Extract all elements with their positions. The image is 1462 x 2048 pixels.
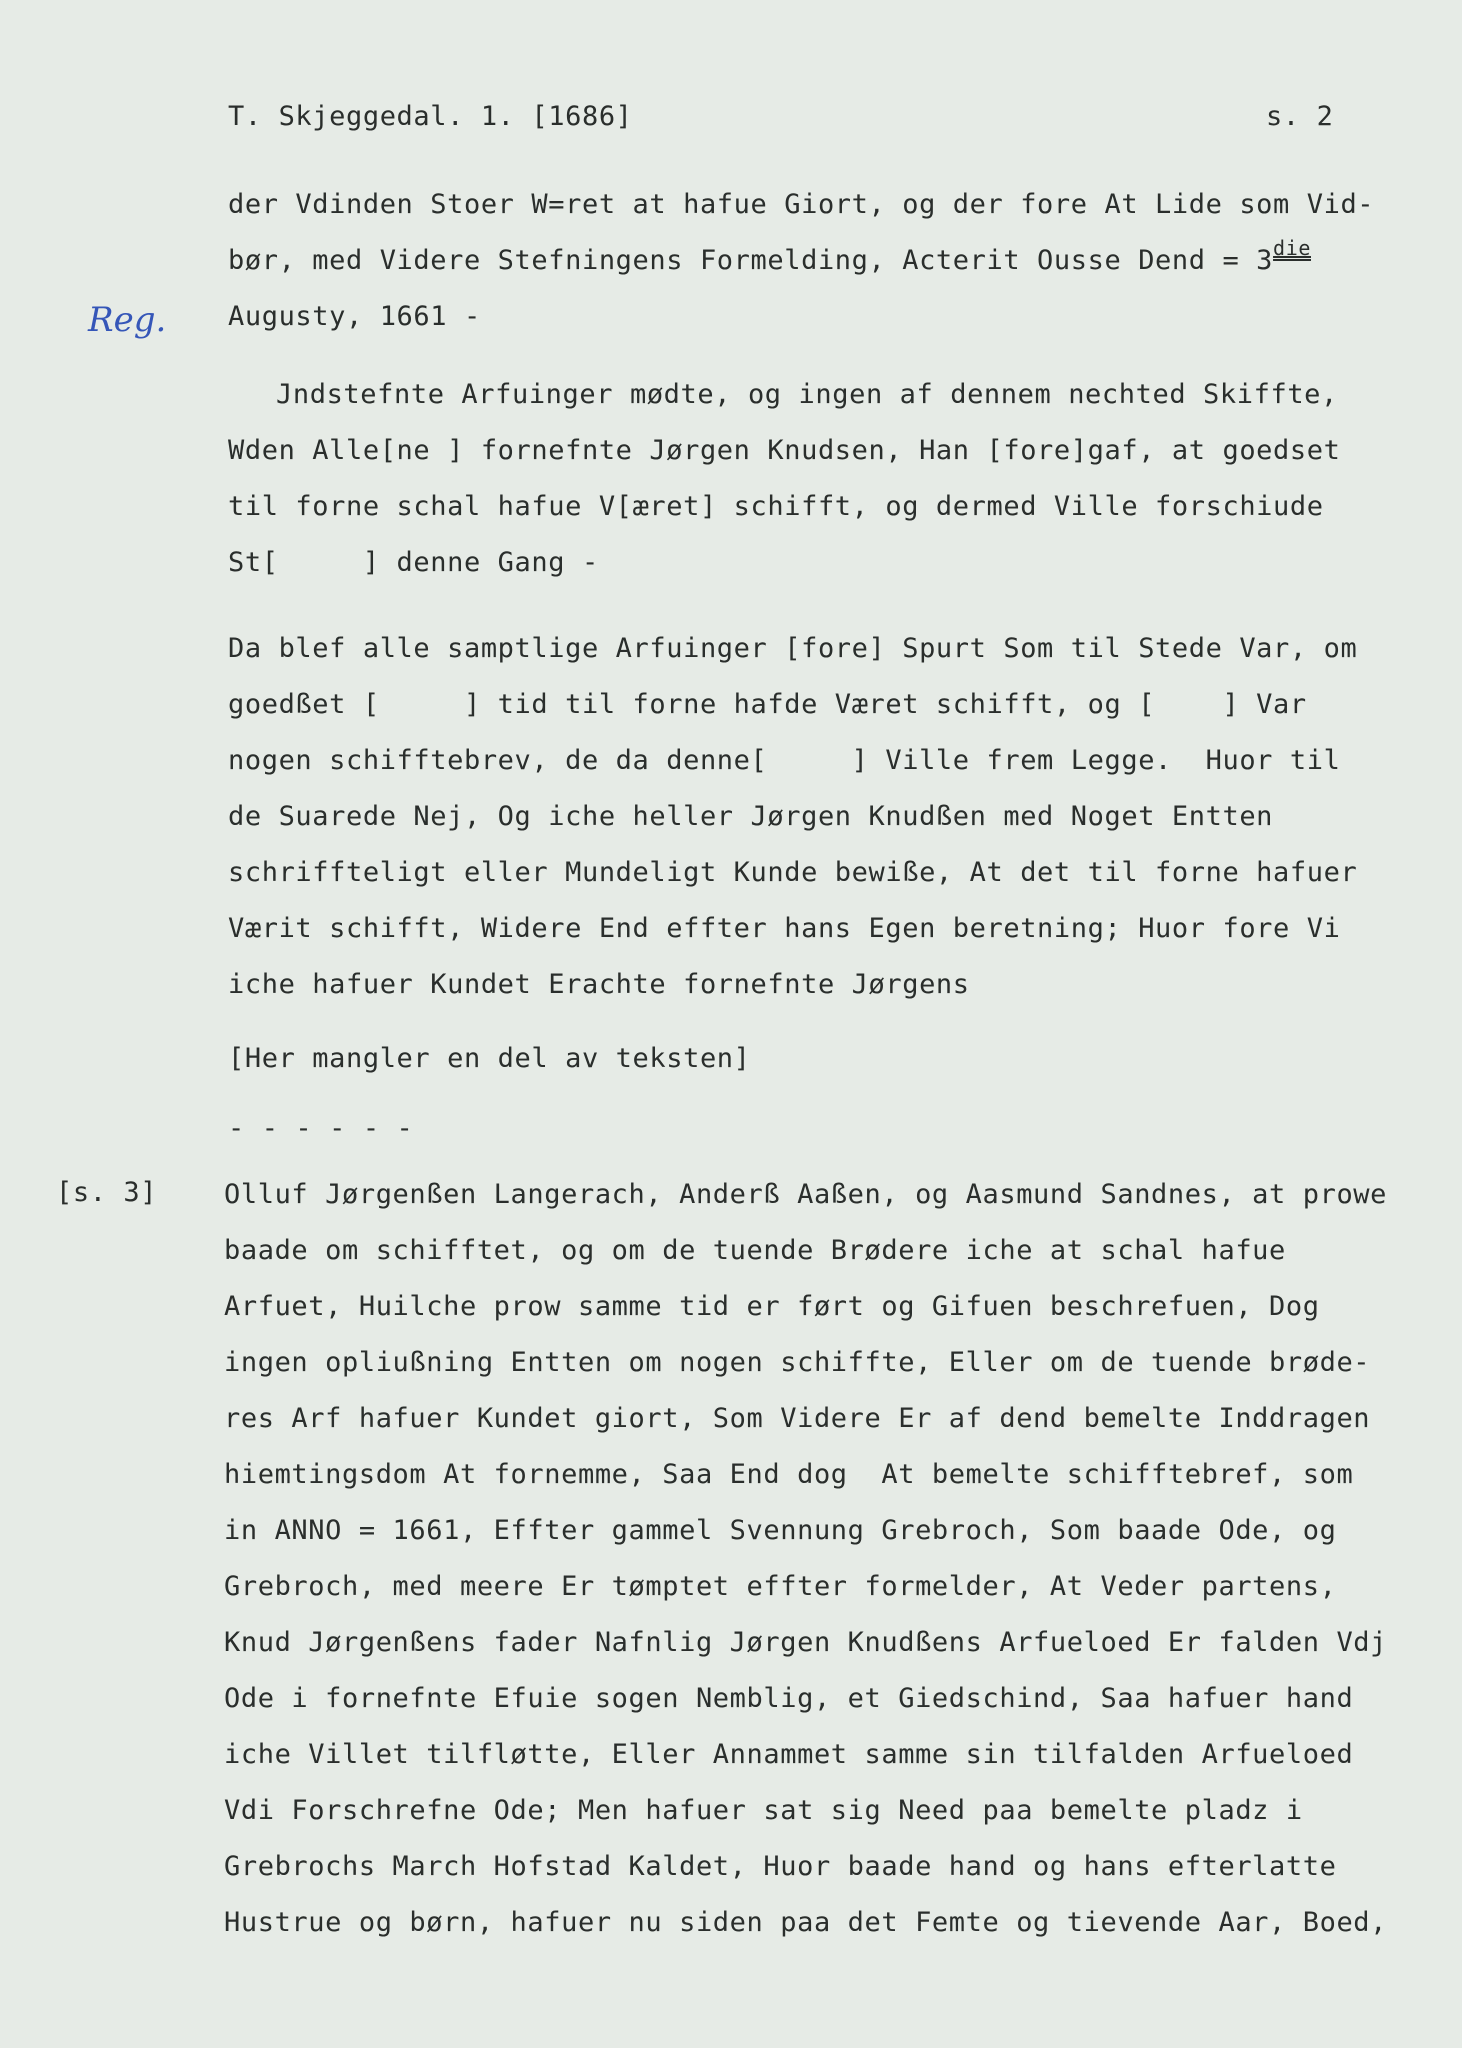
text-line-content: bør, med Videre Stefningens Formelding, Acterit Ousse Dend = 3 xyxy=(228,245,1274,276)
text-line: Hustrue og børn, hafuer nu siden paa det Femte og tievende Aar, Boed, xyxy=(224,1907,1388,1938)
text-line: Wden Alle[ne ] fornefnte Jørgen Knudsen, Han [fore]gaf, at goedset xyxy=(228,435,1341,466)
text-line: til forne schal hafue V[æret] schifft, og dermed Ville forschiude xyxy=(228,491,1324,522)
separator-dashes: - - - - - - xyxy=(228,1113,414,1144)
text-line: St[ ] denne Gang - xyxy=(228,547,599,578)
text-line: nogen schifftebrev, de da denne[ ] Ville frem Legge. Huor til xyxy=(228,745,1341,776)
text-line: baade om schifftet, og om de tuende Brødere iche at schal hafue xyxy=(224,1235,1286,1266)
margin-note-reg: Reg. xyxy=(88,300,167,340)
superscript-die: die xyxy=(1273,236,1311,260)
text-line: der Vdinden Stoer W=ret at hafue Giort, og der fore At Lide som Vid- xyxy=(228,189,1375,220)
text-line: Jndstefnte Arfuinger mødte, og ingen af dennem nechted Skiffte, xyxy=(276,379,1338,410)
text-line: res Arf hafuer Kundet giort, Som Videre Er af dend bemelte Inddragen xyxy=(224,1403,1371,1434)
text-line: goedßet [ ] tid til forne hafde Været schifft, og [ ] Var xyxy=(228,689,1307,720)
text-line: schriffteligt eller Mundeligt Kunde bewiße, At det til forne hafuer xyxy=(228,857,1358,888)
text-line: Olluf Jørgenßen Langerach, Anderß Aaßen, og Aasmund Sandnes, at prowe xyxy=(224,1179,1388,1210)
page-header-right: s. 2 xyxy=(1266,101,1334,132)
text-line: ingen opliußning Entten om nogen schiffte, Eller om de tuende brøde- xyxy=(224,1347,1371,1378)
text-line: Værit schifft, Widere End effter hans Egen beretning; Huor fore Vi xyxy=(228,913,1341,944)
text-line: Vdi Forschrefne Ode; Men hafuer sat sig Need paa bemelte pladz i xyxy=(224,1795,1303,1826)
text-line xyxy=(228,236,1311,279)
text-line: de Suarede Nej, Og iche heller Jørgen Knudßen med Noget Entten xyxy=(228,801,1274,832)
text-line: hiemtingsdom At fornemme, Saa End dog At bemelte schifftebref, som xyxy=(224,1459,1354,1490)
text-line: Da blef alle samptlige Arfuinger [fore] Spurt Som til Stede Var, om xyxy=(228,633,1358,664)
text-line: Augusty, 1661 - xyxy=(228,301,481,332)
text-line: Grebroch, med meere Er tømptet effter formelder, At Veder partens, xyxy=(224,1571,1337,1602)
text-line: iche Villet tilfløtte, Eller Annammet samme sin tilfalden Arfueloed xyxy=(224,1739,1354,1770)
text-line: Grebrochs March Hofstad Kaldet, Huor baade hand og hans efterlatte xyxy=(224,1851,1337,1882)
editorial-note: [Her mangler en del av teksten] xyxy=(228,1043,751,1074)
margin-page-number: [s. 3] xyxy=(56,1177,158,1208)
page-header-left: T. Skjeggedal. 1. [1686] xyxy=(228,101,633,132)
text-line: Arfuet, Huilche prow samme tid er ført og Gifuen beschrefuen, Dog xyxy=(224,1291,1320,1322)
text-line: Ode i fornefnte Efuie sogen Nemblig, et Giedschind, Saa hafuer hand xyxy=(224,1683,1354,1714)
text-line: Knud Jørgenßens fader Nafnlig Jørgen Knudßens Arfueloed Er falden Vdj xyxy=(224,1627,1388,1658)
text-line: in ANNO = 1661, Effter gammel Svennung Grebroch, Som baade Ode, og xyxy=(224,1515,1337,1546)
text-line: iche hafuer Kundet Erachte fornefnte Jørgens xyxy=(228,969,970,1000)
